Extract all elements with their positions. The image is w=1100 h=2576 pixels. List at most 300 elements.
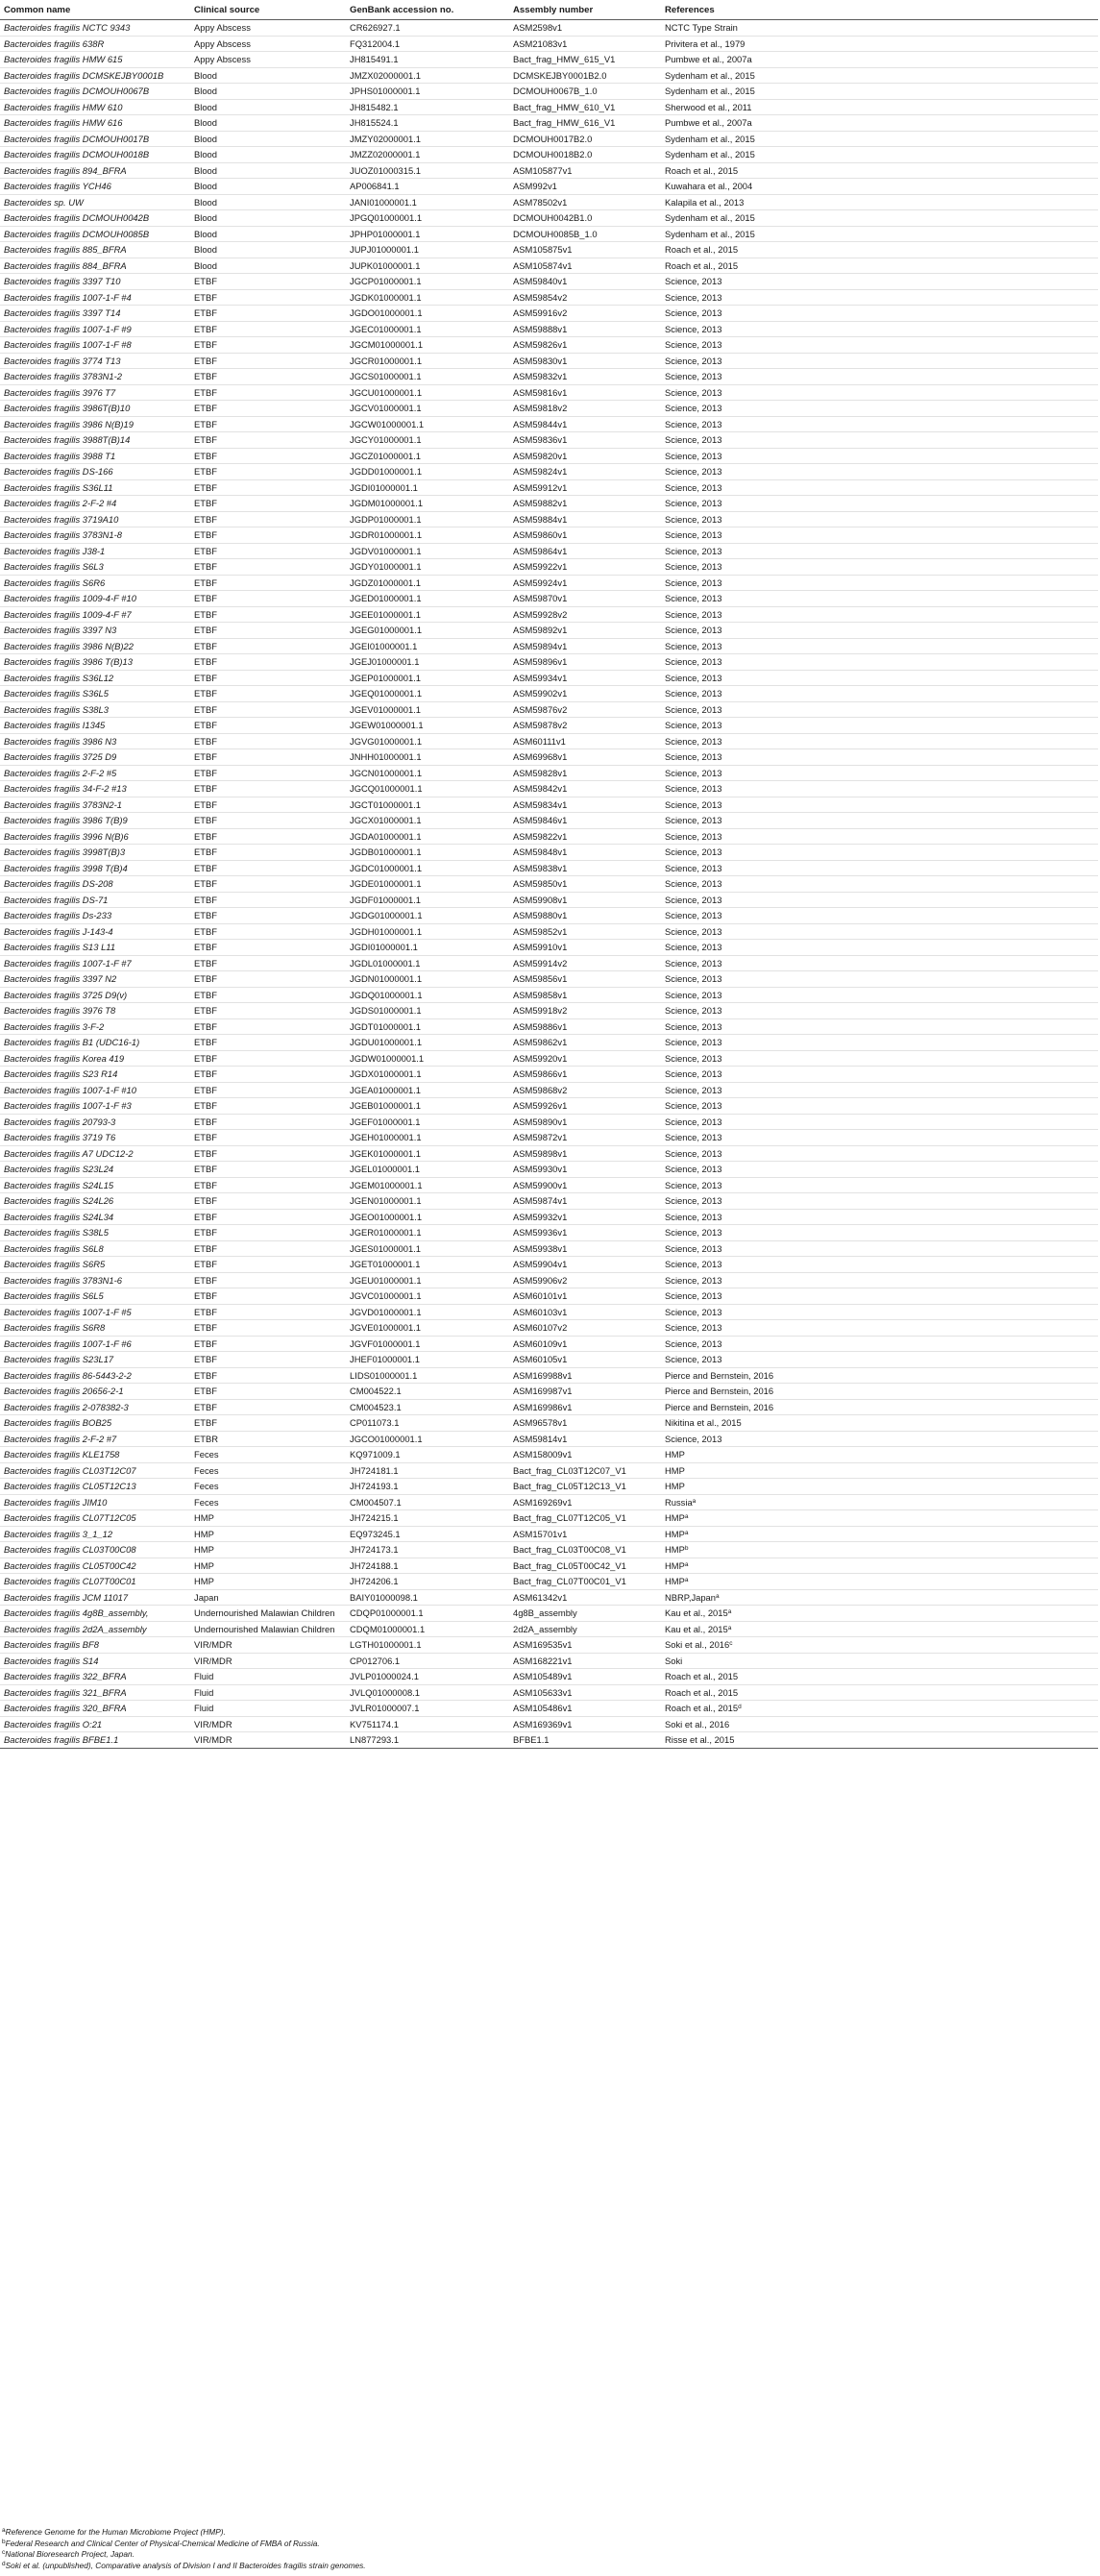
assembly-number-cell: ASM59936v1: [509, 1225, 661, 1241]
reference-cell: [661, 1589, 1098, 1606]
reference-cell: [661, 718, 1098, 734]
common-name-cell: Bacteroides fragilis S6L5: [0, 1288, 190, 1305]
genbank-accession-cell: JGDM01000001.1: [346, 496, 509, 512]
common-name-cell: Bacteroides fragilis 3397 N2: [0, 971, 190, 988]
assembly-number-cell: Bact_frag_HMW_610_V1: [509, 99, 661, 115]
table-row: [0, 1732, 1098, 1749]
clinical-source-cell: Feces: [190, 1494, 346, 1510]
reference-cell: [661, 1240, 1098, 1257]
clinical-source-cell: ETBF: [190, 369, 346, 385]
clinical-source-cell: ETBF: [190, 448, 346, 464]
reference-text: Sherwood et al., 2011: [665, 101, 752, 112]
reference-cell: [661, 686, 1098, 702]
reference-text: Science, 2013: [665, 481, 722, 493]
reference-text: Science, 2013: [665, 1433, 722, 1444]
common-name-cell: Bacteroides fragilis DCMOUH0018B: [0, 147, 190, 163]
reference-text: Privitera et al., 1979: [665, 37, 746, 49]
table-row: [0, 908, 1098, 924]
common-name-cell: Bacteroides fragilis DCMOUH0042B: [0, 210, 190, 227]
table-row: [0, 797, 1098, 813]
common-name-cell: Bacteroides fragilis HMW 615: [0, 52, 190, 68]
assembly-number-cell: Bact_frag_CL03T12C07_V1: [509, 1462, 661, 1479]
reference-cell: [661, 1177, 1098, 1193]
genbank-accession-cell: JGDH01000001.1: [346, 923, 509, 940]
table-row: [0, 813, 1098, 829]
assembly-number-cell: ASM15701v1: [509, 1526, 661, 1542]
common-name-cell: Bacteroides fragilis 3725 D9: [0, 749, 190, 766]
clinical-source-cell: ETBF: [190, 1209, 346, 1225]
reference-text: Science, 2013: [665, 1005, 722, 1017]
table-row: [0, 194, 1098, 210]
genbank-accession-cell: BAIY01000098.1: [346, 1589, 509, 1606]
common-name-cell: Bacteroides fragilis S6L3: [0, 559, 190, 576]
reference-text: Science, 2013: [665, 403, 722, 414]
assembly-number-cell: ASM59906v2: [509, 1272, 661, 1288]
common-name-cell: Bacteroides fragilis 3986 N(B)19: [0, 416, 190, 432]
assembly-number-cell: ASM59814v1: [509, 1431, 661, 1447]
reference-cell: [661, 1669, 1098, 1685]
genbank-accession-cell: JH724193.1: [346, 1479, 509, 1495]
common-name-cell: Bacteroides fragilis 3397 N3: [0, 623, 190, 639]
assembly-number-cell: ASM59896v1: [509, 654, 661, 671]
common-name-cell: Bacteroides fragilis 3986 T(B)13: [0, 654, 190, 671]
clinical-source-cell: ETBF: [190, 623, 346, 639]
header-genbank-accession: GenBank accession no.: [346, 0, 509, 20]
reference-cell: [661, 971, 1098, 988]
reference-cell: [661, 1288, 1098, 1305]
clinical-source-cell: ETBF: [190, 1240, 346, 1257]
assembly-number-cell: ASM2598v1: [509, 20, 661, 37]
clinical-source-cell: ETBF: [190, 654, 346, 671]
genbank-accession-cell: LGTH01000001.1: [346, 1637, 509, 1654]
table-row: [0, 321, 1098, 337]
clinical-source-cell: ETBF: [190, 670, 346, 686]
reference-cell: [661, 781, 1098, 797]
genbank-accession-cell: JGCY01000001.1: [346, 432, 509, 449]
clinical-source-cell: ETBF: [190, 1035, 346, 1051]
assembly-number-cell: ASM59842v1: [509, 781, 661, 797]
table-row: [0, 1336, 1098, 1352]
table-row: [0, 860, 1098, 876]
assembly-number-cell: Bact_frag_CL07T12C05_V1: [509, 1510, 661, 1527]
genbank-accession-cell: JGDE01000001.1: [346, 876, 509, 893]
reference-cell: [661, 448, 1098, 464]
genbank-accession-cell: JGCU01000001.1: [346, 384, 509, 401]
footnote-marker: a: [684, 1560, 689, 1568]
clinical-source-cell: ETBF: [190, 591, 346, 607]
reference-cell: [661, 1415, 1098, 1432]
reference-cell: [661, 194, 1098, 210]
genbank-accession-cell: JGEM01000001.1: [346, 1177, 509, 1193]
genbank-accession-cell: JGCX01000001.1: [346, 813, 509, 829]
clinical-source-cell: Blood: [190, 131, 346, 147]
assembly-number-cell: ASM59876v2: [509, 701, 661, 718]
reference-text: Science, 2013: [665, 830, 722, 842]
reference-cell: [661, 20, 1098, 37]
reference-text: Science, 2013: [665, 735, 722, 747]
table-row: [0, 496, 1098, 512]
table-row: [0, 1589, 1098, 1606]
table-row: [0, 765, 1098, 781]
reference-cell: [661, 1637, 1098, 1654]
reference-cell: [661, 1574, 1098, 1590]
reference-cell: [661, 1352, 1098, 1368]
common-name-cell: Bacteroides fragilis CL05T12C13: [0, 1479, 190, 1495]
table-row: [0, 1114, 1098, 1130]
table-row: [0, 20, 1098, 37]
common-name-cell: Bacteroides fragilis BFBE1.1: [0, 1732, 190, 1749]
reference-text: Science, 2013: [665, 688, 722, 699]
common-name-cell: Bacteroides fragilis 638R: [0, 36, 190, 52]
common-name-cell: Bacteroides fragilis 1007-1-F #3: [0, 1098, 190, 1115]
table-row: [0, 940, 1098, 956]
reference-cell: [661, 1447, 1098, 1463]
reference-text: Science, 2013: [665, 323, 722, 334]
reference-cell: [661, 1716, 1098, 1732]
common-name-cell: Bacteroides fragilis 3397 T10: [0, 274, 190, 290]
assembly-number-cell: ASM59902v1: [509, 686, 661, 702]
assembly-number-cell: DCMOUH0018B2.0: [509, 147, 661, 163]
reference-text: Science, 2013: [665, 925, 722, 937]
assembly-number-cell: ASM59926v1: [509, 1098, 661, 1115]
table-row: [0, 52, 1098, 68]
reference-cell: [661, 670, 1098, 686]
table-row: [0, 416, 1098, 432]
common-name-cell: Bacteroides fragilis 3996 N(B)6: [0, 828, 190, 845]
assembly-number-cell: ASM169269v1: [509, 1494, 661, 1510]
reference-text: Roach et al., 2015: [665, 1703, 739, 1714]
clinical-source-cell: VIR/MDR: [190, 1637, 346, 1654]
reference-cell: [661, 162, 1098, 179]
genbank-accession-cell: JGEK01000001.1: [346, 1145, 509, 1162]
reference-cell: [661, 1526, 1098, 1542]
reference-cell: [661, 1510, 1098, 1527]
genbank-accession-cell: JGVC01000001.1: [346, 1288, 509, 1305]
reference-cell: [661, 67, 1098, 84]
assembly-number-cell: ASM59830v1: [509, 353, 661, 369]
reference-cell: [661, 464, 1098, 480]
table-row: [0, 955, 1098, 971]
assembly-number-cell: ASM59854v2: [509, 289, 661, 306]
clinical-source-cell: ETBF: [190, 464, 346, 480]
reference-text: Science, 2013: [665, 577, 722, 588]
assembly-number-cell: ASM59912v1: [509, 479, 661, 496]
reference-text: Science, 2013: [665, 1100, 722, 1112]
reference-cell: [661, 274, 1098, 290]
reference-text: Science, 2013: [665, 656, 722, 668]
table-row: [0, 1621, 1098, 1637]
assembly-number-cell: ASM158009v1: [509, 1447, 661, 1463]
common-name-cell: Bacteroides fragilis 3986 N3: [0, 733, 190, 749]
table-row: [0, 1716, 1098, 1732]
clinical-source-cell: ETBF: [190, 733, 346, 749]
table-row: [0, 1684, 1098, 1701]
assembly-number-cell: ASM59838v1: [509, 860, 661, 876]
footnote-text: Reference Genome for the Human Microbiome Project (HMP).: [5, 2527, 226, 2537]
clinical-source-cell: ETBF: [190, 828, 346, 845]
reference-text: HMP: [665, 1464, 685, 1476]
assembly-number-cell: ASM105877v1: [509, 162, 661, 179]
footnote-text: National Bioresearch Project, Japan.: [5, 2549, 134, 2560]
table-row: [0, 1653, 1098, 1669]
common-name-cell: Bacteroides fragilis CL07T00C01: [0, 1574, 190, 1590]
assembly-number-cell: ASM60109v1: [509, 1336, 661, 1352]
reference-cell: [661, 606, 1098, 623]
genbank-accession-cell: JGEC01000001.1: [346, 321, 509, 337]
clinical-source-cell: ETBF: [190, 781, 346, 797]
genbank-accession-cell: JH815524.1: [346, 115, 509, 132]
clinical-source-cell: ETBF: [190, 892, 346, 908]
reference-cell: [661, 591, 1098, 607]
assembly-number-cell: ASM59932v1: [509, 1209, 661, 1225]
clinical-source-cell: Blood: [190, 179, 346, 195]
common-name-cell: Bacteroides fragilis 34-F-2 #13: [0, 781, 190, 797]
common-name-cell: Bacteroides fragilis 3783N1-6: [0, 1272, 190, 1288]
common-name-cell: Bacteroides fragilis 3397 T14: [0, 306, 190, 322]
footnote-marker: d: [738, 1704, 742, 1711]
genbank-accession-cell: JGEU01000001.1: [346, 1272, 509, 1288]
reference-cell: [661, 1257, 1098, 1273]
genbank-accession-cell: JGES01000001.1: [346, 1240, 509, 1257]
clinical-source-cell: ETBF: [190, 1067, 346, 1083]
clinical-source-cell: ETBF: [190, 384, 346, 401]
table-row: [0, 1209, 1098, 1225]
genbank-accession-cell: LN877293.1: [346, 1732, 509, 1749]
common-name-cell: Bacteroides fragilis I1345: [0, 718, 190, 734]
common-name-cell: Bacteroides fragilis 2-F-2 #5: [0, 765, 190, 781]
table-row: [0, 1352, 1098, 1368]
common-name-cell: Bacteroides fragilis S24L26: [0, 1193, 190, 1210]
assembly-number-cell: ASM59886v1: [509, 1018, 661, 1035]
reference-cell: [661, 52, 1098, 68]
assembly-number-cell: ASM59928v2: [509, 606, 661, 623]
genbank-accession-cell: JGEH01000001.1: [346, 1130, 509, 1146]
table-row: [0, 654, 1098, 671]
genbank-accession-cell: JGEA01000001.1: [346, 1082, 509, 1098]
clinical-source-cell: ETBF: [190, 511, 346, 527]
assembly-number-cell: ASM78502v1: [509, 194, 661, 210]
reference-cell: [661, 749, 1098, 766]
reference-text: Science, 2013: [665, 1052, 722, 1064]
common-name-cell: Bacteroides fragilis 86-5443-2-2: [0, 1367, 190, 1384]
reference-text: Science, 2013: [665, 1068, 722, 1080]
clinical-source-cell: Appy Abscess: [190, 20, 346, 37]
clinical-source-cell: ETBF: [190, 701, 346, 718]
clinical-source-cell: ETBF: [190, 813, 346, 829]
reference-text: Science, 2013: [665, 640, 722, 651]
common-name-cell: Bacteroides fragilis DS-71: [0, 892, 190, 908]
footnote: [2, 2527, 1100, 2539]
reference-cell: [661, 369, 1098, 385]
common-name-cell: Bacteroides fragilis CL07T12C05: [0, 1510, 190, 1527]
reference-text: Science, 2013: [665, 593, 722, 604]
reference-text: Science, 2013: [665, 672, 722, 683]
common-name-cell: Bacteroides fragilis KLE1758: [0, 1447, 190, 1463]
reference-cell: [661, 1003, 1098, 1019]
genbank-accession-cell: JUPK01000001.1: [346, 258, 509, 274]
reference-cell: [661, 654, 1098, 671]
genbank-accession-cell: JGEV01000001.1: [346, 701, 509, 718]
reference-text: Pumbwe et al., 2007a: [665, 117, 752, 129]
footnote-marker: a: [727, 1624, 732, 1631]
assembly-number-cell: ASM59874v1: [509, 1193, 661, 1210]
reference-text: Science, 2013: [665, 783, 722, 795]
genbank-accession-cell: CP012706.1: [346, 1653, 509, 1669]
reference-text: Science, 2013: [665, 529, 722, 541]
common-name-cell: Bacteroides fragilis 320_BFRA: [0, 1701, 190, 1717]
table-row: [0, 543, 1098, 559]
table-row: [0, 623, 1098, 639]
clinical-source-cell: ETBF: [190, 496, 346, 512]
assembly-number-cell: ASM69968v1: [509, 749, 661, 766]
table-row: [0, 1304, 1098, 1320]
table-row: [0, 274, 1098, 290]
genbank-accession-cell: JH724173.1: [346, 1542, 509, 1558]
table-row: [0, 971, 1098, 988]
genbank-accession-cell: JGCM01000001.1: [346, 337, 509, 354]
genbank-accession-cell: JGEL01000001.1: [346, 1162, 509, 1178]
reference-text: Science, 2013: [665, 625, 722, 636]
reference-text: Roach et al., 2015: [665, 1686, 739, 1698]
table-row: [0, 1447, 1098, 1463]
reference-text: Science, 2013: [665, 1322, 722, 1334]
reference-text: Sydenham et al., 2015: [665, 86, 755, 97]
reference-text: Science, 2013: [665, 798, 722, 810]
genbank-accession-cell: JGDY01000001.1: [346, 559, 509, 576]
reference-cell: [661, 1494, 1098, 1510]
reference-cell: [661, 242, 1098, 258]
header-clinical-source: Clinical source: [190, 0, 346, 20]
common-name-cell: Bacteroides fragilis S23L17: [0, 1352, 190, 1368]
table-row: [0, 1067, 1098, 1083]
reference-text: Science, 2013: [665, 942, 722, 953]
assembly-number-cell: ASM105875v1: [509, 242, 661, 258]
table-row: [0, 892, 1098, 908]
assembly-number-cell: ASM59852v1: [509, 923, 661, 940]
footnote-text: Federal Research and Clinical Center of Physical-Chemical Medicine of FMBA of Russia.: [5, 2538, 320, 2548]
clinical-source-cell: ETBF: [190, 1384, 346, 1400]
clinical-source-cell: ETBF: [190, 606, 346, 623]
table-row: [0, 337, 1098, 354]
reference-cell: [661, 1018, 1098, 1035]
reference-text: Pierce and Bernstein, 2016: [665, 1401, 774, 1412]
common-name-cell: Bacteroides fragilis CL03T12C07: [0, 1462, 190, 1479]
reference-text: Science, 2013: [665, 339, 722, 351]
footnote-text: Soki et al. (unpublished), Comparative analysis of Division I and II Bacteroides fragilis strain genomes.: [5, 2560, 366, 2570]
assembly-number-cell: Bact_frag_HMW_616_V1: [509, 115, 661, 132]
clinical-source-cell: ETBF: [190, 1050, 346, 1067]
common-name-cell: Bacteroides fragilis YCH46: [0, 179, 190, 195]
assembly-number-cell: ASM59822v1: [509, 828, 661, 845]
reference-cell: [661, 1130, 1098, 1146]
reference-text: Science, 2013: [665, 1306, 722, 1317]
reference-cell: [661, 1558, 1098, 1574]
reference-text: Risse et al., 2015: [665, 1734, 735, 1746]
common-name-cell: Bacteroides fragilis S23 R14: [0, 1067, 190, 1083]
common-name-cell: Bacteroides fragilis 1007-1-F #9: [0, 321, 190, 337]
assembly-number-cell: DCMOUH0067B_1.0: [509, 84, 661, 100]
genbank-accession-cell: JGDR01000001.1: [346, 527, 509, 544]
reference-text: HMP: [665, 1559, 685, 1571]
assembly-number-cell: ASM59828v1: [509, 765, 661, 781]
clinical-source-cell: Blood: [190, 242, 346, 258]
reference-text: Science, 2013: [665, 1147, 722, 1159]
table-row: [0, 226, 1098, 242]
reference-text: Kalapila et al., 2013: [665, 196, 745, 208]
genbank-accession-cell: FQ312004.1: [346, 36, 509, 52]
assembly-number-cell: ASM59878v2: [509, 718, 661, 734]
genbank-accession-cell: CM004507.1: [346, 1494, 509, 1510]
table-row: [0, 99, 1098, 115]
assembly-number-cell: ASM59930v1: [509, 1162, 661, 1178]
reference-cell: [661, 1367, 1098, 1384]
reference-cell: [661, 401, 1098, 417]
clinical-source-cell: Fluid: [190, 1684, 346, 1701]
genbank-accession-cell: JUPJ01000001.1: [346, 242, 509, 258]
clinical-source-cell: Undernourished Malawian Children: [190, 1606, 346, 1622]
clinical-source-cell: Feces: [190, 1462, 346, 1479]
genbank-accession-cell: JGDI01000001.1: [346, 479, 509, 496]
reference-text: HMP: [665, 1544, 685, 1556]
table-row: [0, 306, 1098, 322]
reference-text: Science, 2013: [665, 846, 722, 858]
reference-text: Science, 2013: [665, 1164, 722, 1175]
common-name-cell: Bacteroides fragilis 322_BFRA: [0, 1669, 190, 1685]
clinical-source-cell: ETBF: [190, 575, 346, 591]
genbank-accession-cell: JANI01000001.1: [346, 194, 509, 210]
table-row: [0, 638, 1098, 654]
table-row: [0, 1225, 1098, 1241]
reference-cell: [661, 321, 1098, 337]
genbank-accession-cell: JGEI01000001.1: [346, 638, 509, 654]
clinical-source-cell: Blood: [190, 226, 346, 242]
common-name-cell: Bacteroides fragilis CL03T00C08: [0, 1542, 190, 1558]
table-row: [0, 987, 1098, 1003]
table-row: [0, 591, 1098, 607]
clinical-source-cell: ETBF: [190, 274, 346, 290]
table-row: [0, 36, 1098, 52]
reference-text: Science, 2013: [665, 751, 722, 763]
common-name-cell: Bacteroides fragilis 3774 T13: [0, 353, 190, 369]
clinical-source-cell: ETBF: [190, 718, 346, 734]
assembly-number-cell: 4g8B_assembly: [509, 1606, 661, 1622]
reference-text: Soki: [665, 1655, 683, 1666]
assembly-number-cell: ASM59834v1: [509, 797, 661, 813]
assembly-number-cell: ASM59938v1: [509, 1240, 661, 1257]
table-row: [0, 289, 1098, 306]
common-name-cell: Bacteroides fragilis 884_BFRA: [0, 258, 190, 274]
genbank-accession-cell: JH724188.1: [346, 1558, 509, 1574]
assembly-number-cell: DCMOUH0042B1.0: [509, 210, 661, 227]
clinical-source-cell: ETBF: [190, 749, 346, 766]
reference-cell: [661, 940, 1098, 956]
reference-cell: [661, 1162, 1098, 1178]
genbank-accession-cell: JGCQ01000001.1: [346, 781, 509, 797]
clinical-source-cell: ETBF: [190, 1257, 346, 1273]
reference-text: Science, 2013: [665, 973, 722, 985]
table-row: [0, 575, 1098, 591]
table-row: [0, 67, 1098, 84]
reference-cell: [661, 543, 1098, 559]
footnote: [2, 2549, 1100, 2561]
reference-text: Science, 2013: [665, 703, 722, 715]
common-name-cell: Bacteroides fragilis DCMOUH0017B: [0, 131, 190, 147]
clinical-source-cell: ETBF: [190, 1177, 346, 1193]
common-name-cell: Bacteroides fragilis J38-1: [0, 543, 190, 559]
common-name-cell: Bacteroides fragilis 2d2A_assembly: [0, 1621, 190, 1637]
genbank-accession-cell: JGET01000001.1: [346, 1257, 509, 1273]
reference-text: Science, 2013: [665, 434, 722, 446]
